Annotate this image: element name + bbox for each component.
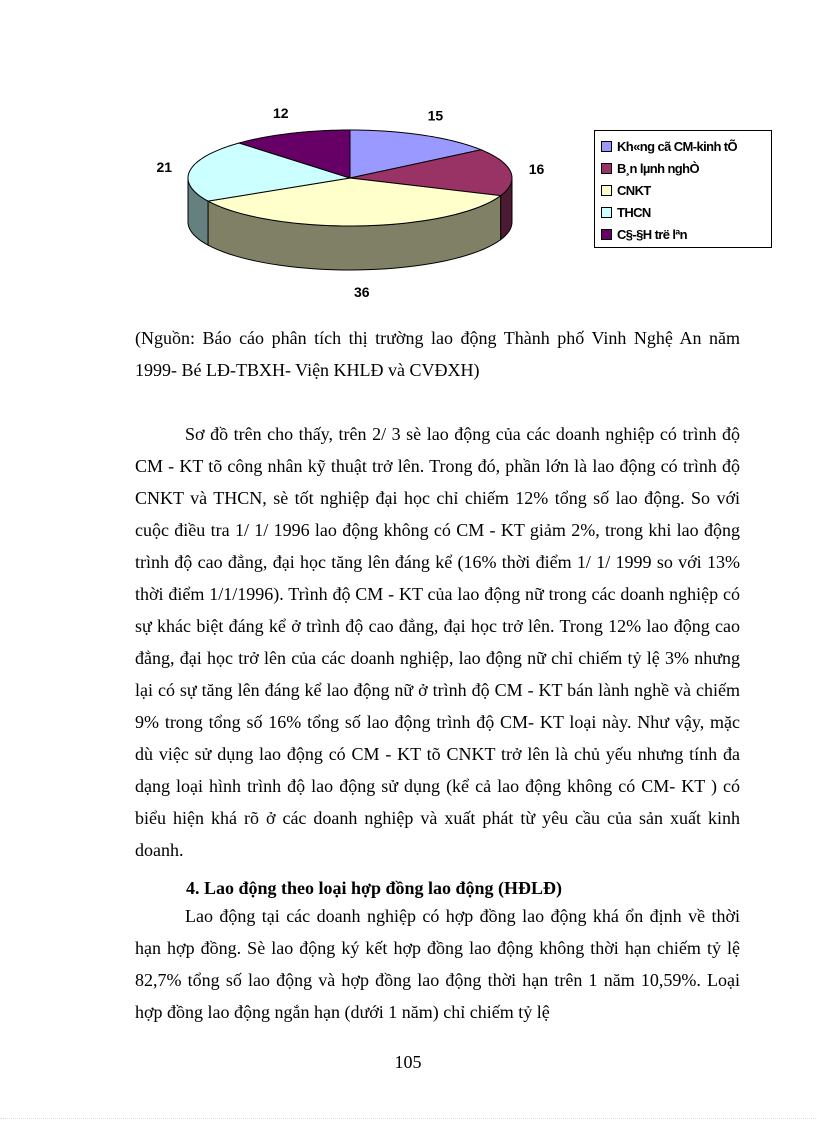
pie-data-label: 36: [354, 283, 370, 300]
section-heading: 4. Lao động theo loại hợp đồng lao động (HĐLĐ): [186, 878, 563, 898]
page-divider: [0, 1118, 816, 1119]
legend-swatch: [601, 207, 612, 218]
legend-item: [601, 135, 767, 157]
pie-data-label: 12: [273, 104, 289, 121]
source-note: (Nguồn: Báo cáo phân tích thị trường lao động Thành phố Vinh Nghệ An năm 1999- Bé LĐ-TBXH- Viện KHLĐ và CVĐXH): [135, 328, 740, 380]
page-number: 105: [394, 1052, 422, 1072]
legend-item: [601, 201, 767, 223]
pie-chart: [150, 100, 570, 300]
legend-item: [601, 157, 767, 179]
legend-label: B¸n lµnh nghÒ: [617, 160, 700, 176]
pie-data-label: 16: [528, 161, 545, 178]
pie-data-label: 21: [156, 159, 173, 175]
body-paragraph: Lao động tại các doanh nghiệp có hợp đồng lao động khá ổn định về thời hạn hợp đồng. Sè lao động ký kết hợp đồng lao động không thời hạn chiếm tỷ lệ 82,7% tổng số lao động và hợp đồng lao động thời hạn trên 1 năm 10,59%. Loại hợp đồng lao động ngắn hạn (dưới 1 năm) chỉ chiếm tỷ lệ: [135, 906, 740, 1022]
legend-label: C§-§H trë lªn: [617, 226, 687, 242]
legend-swatch: [601, 229, 612, 240]
pie-data-label: 15: [427, 107, 444, 124]
legend-item: [601, 179, 767, 201]
legend-item: [601, 223, 767, 245]
body-paragraph: Sơ đồ trên cho thấy, trên 2/ 3 sè lao động của các doanh nghiệp có trình độ CM - KT tõ công nhân kỹ thuật trở lên. Trong đó, phần lớn là lao động có trình độ CNKT và THCN, sè tốt nghiệp đại học chỉ chiếm 12% tổng số lao động. So với cuộc điều tra 1/ 1/ 1996 lao động không có CM - KT giảm 2%, trong khi lao động trình độ cao đẳng, đại học tăng lên đáng kể (16% thời điểm 1/ 1/ 1999 so với 13% thời điểm 1/1/1996). Trình độ CM - KT của lao động nữ trong các doanh nghiệp có sự khác biệt đáng kể ở trình độ cao đẳng, đại học trở lên. Trong 12% lao động cao đẳng, đại học trở lên của các doanh nghiệp, lao động nữ chỉ chiếm tỷ lệ 3% nhưng lại có sự tăng lên đáng kể lao động nữ ở trình độ CM - KT bán lành nghề và chiếm 9% trong tổng số 16% tổng số lao động trình độ CM- KT loại này. Như vậy, mặc dù việc sử dụng lao động có CM - KT tõ CNKT trở lên là chủ yếu nhưng tính đa dạng loại hình trình độ lao động sử dụng (kể cả lao động không có CM- KT ) có biểu hiện khá rõ ở các doanh nghiệp và xuất phát từ yêu cầu của sản xuất kinh doanh.: [135, 424, 740, 860]
legend-label: CNKT: [617, 182, 651, 198]
legend-swatch: [601, 163, 612, 174]
legend-label: Kh«ng cã CM-kinh tÕ: [617, 138, 738, 154]
chart-legend: [594, 130, 772, 248]
legend-swatch: [601, 141, 612, 152]
legend-swatch: [601, 185, 612, 196]
legend-label: THCN: [617, 204, 651, 220]
